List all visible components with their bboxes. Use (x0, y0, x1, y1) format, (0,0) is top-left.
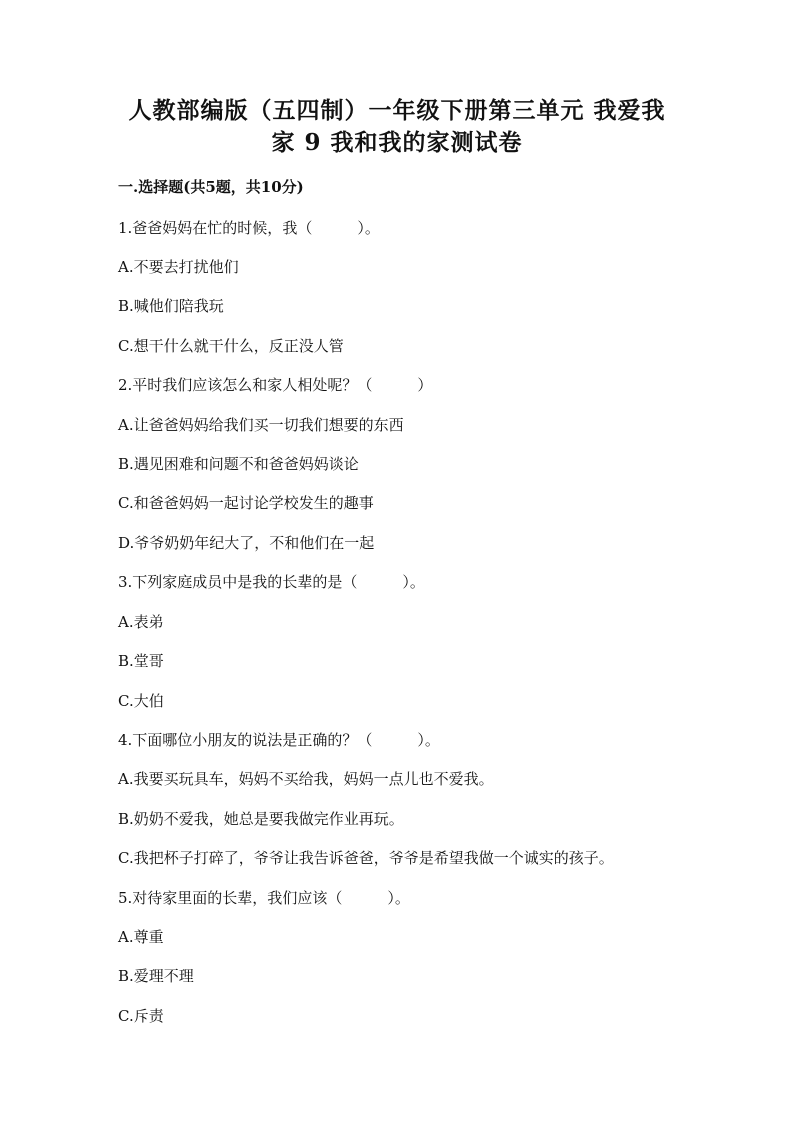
question-1-option-c: C.想干什么就干什么，反正没人管 (118, 337, 344, 355)
question-3-option-c: C.大伯 (118, 692, 164, 710)
question-3-option-a: A.表弟 (118, 613, 164, 631)
question-3-option-b: B.堂哥 (118, 652, 164, 670)
question-4-option-c: C.我把杯子打碎了，爷爷让我告诉爸爸，爷爷是希望我做一个诚实的孩子。 (118, 849, 614, 867)
question-5-stem: 5.对待家里面的长辈，我们应该（ ）。 (118, 889, 410, 907)
page-title-line-2: 家 9 我和我的家测试卷 (271, 129, 523, 156)
question-2-option-c: C.和爸爸妈妈一起讨论学校发生的趣事 (118, 494, 374, 512)
question-2-option-b: B.遇见困难和问题不和爸爸妈妈谈论 (118, 455, 359, 473)
question-4-stem: 4.下面哪位小朋友的说法是正确的？（ ）。 (118, 731, 440, 749)
question-5-option-b: B.爱理不理 (118, 967, 194, 985)
question-5-option-a: A.尊重 (118, 928, 164, 946)
section-heading: 一.选择题(共5题，共10分) (118, 178, 304, 196)
question-1-option-a: A.不要去打扰他们 (118, 258, 239, 276)
question-2-option-a: A.让爸爸妈妈给我们买一切我们想要的东西 (118, 416, 404, 434)
page-title-line-1: 人教部编版（五四制）一年级下册第三单元 我爱我 (128, 97, 666, 124)
question-3-stem: 3.下列家庭成员中是我的长辈的是（ ）。 (118, 573, 425, 591)
question-1-option-b: B.喊他们陪我玩 (118, 297, 224, 315)
question-2-stem: 2.平时我们应该怎么和家人相处呢？（ ） (118, 376, 433, 394)
question-2-option-d: D.爷爷奶奶年纪大了，不和他们在一起 (118, 534, 375, 552)
question-1-stem: 1.爸爸妈妈在忙的时候，我（ ）。 (118, 219, 380, 237)
question-4-option-a: A.我要买玩具车，妈妈不买给我，妈妈一点儿也不爱我。 (118, 770, 494, 788)
question-5-option-c: C.斥责 (118, 1007, 164, 1025)
question-4-option-b: B.奶奶不爱我，她总是要我做完作业再玩。 (118, 810, 404, 828)
